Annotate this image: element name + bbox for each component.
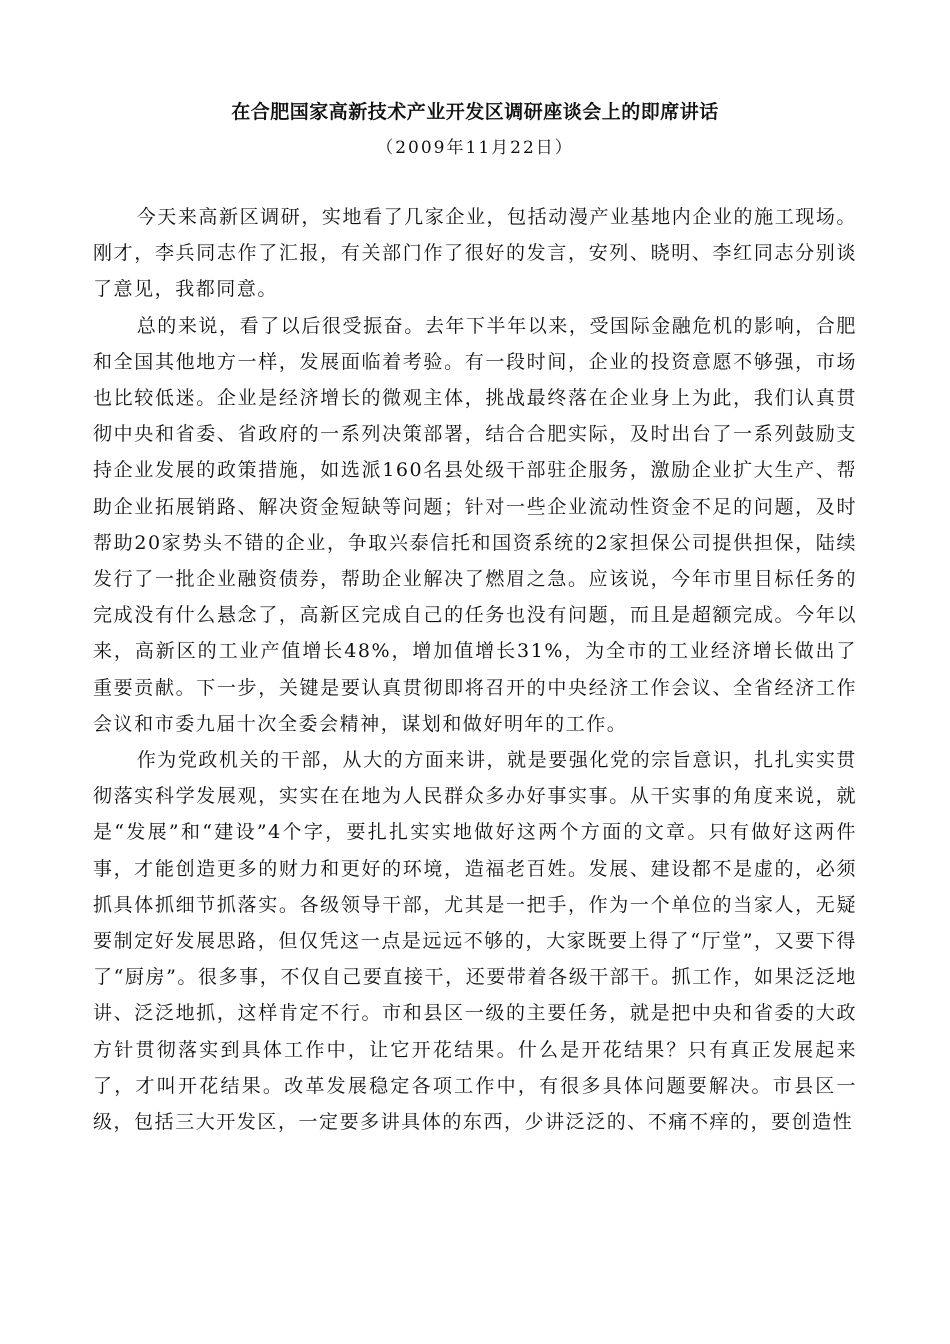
document-title: 在合肥国家高新技术产业开发区调研座谈会上的即席讲话	[231, 101, 719, 123]
document-page	[93, 96, 857, 1140]
paragraph-1: 今天来高新区调研，实地看了几家企业，包括动漫产业基地内企业的施工现场。刚才，李兵同志作了汇报，有关部门作了很好的发言，安列、晓明、李红同志分别谈了意见，我都同意。	[93, 206, 857, 301]
document-date: （2009年11月22日）	[376, 138, 574, 158]
paragraph-3: 作为党政机关的干部，从大的方面来讲，就是要强化党的宗旨意识，扎扎实实贯彻落实科学发展观，实实在在地为人民群众多办好事实事。从干实事的角度来说，就是“发展”和“建设”4个字，要扎扎实实地做好这两个方面的文章。只有做好这两件事，才能创造更多的财力和更好的环境，造福老百姓。发展、建设都不是虚的，必须抓具体抓细节抓落实。各级领导干部，尤其是一把手，作为一个单位的当家人，无疑要制定好发展思路，但仅凭这一点是远远不够的，大家既要上得了“厅堂”，又要下得了“厨房”。很多事，不仅自己要直接干，还要带着各级干部干。抓工作，如果泛泛地讲、泛泛地抓，这样肯定不行。市和县区一级的主要任务，就是把中央和省委的大政方针贯彻落实到具体工作中，让它开花结果。什么是开花结果？只有真正发展起来了，才叫开花结果。改革发展稳定各项工作中，有很多具体问题要解决。市县区一级，包括三大开发区，一定要多讲具体的东西，少讲泛泛的、不痛不痒的，要创造性	[93, 749, 857, 1134]
document-body	[93, 199, 857, 1140]
paragraph-2: 总的来说，看了以后很受振奋。去年下半年以来，受国际金融危机的影响，合肥和全国其他地方一样，发展面临着考验。有一段时间，企业的投资意愿不够强，市场也比较低迷。企业是经济增长的微观主体，挑战最终落在企业身上为此，我们认真贯彻中央和省委、省政府的一系列决策部署，结合合肥实际，及时出台了一系列鼓励支持企业发展的政策措施，如选派160名县处级干部驻企服务，激励企业扩大生产、帮助企业拓展销路、解决资金短缺等问题；针对一些企业流动性资金不足的问题，及时帮助20家势头不错的企业，争取兴泰信托和国资系统的2家担保公司提供担保，陆续发行了一批企业融资债券，帮助企业解决了燃眉之急。应该说，今年市里目标任务的完成没有什么悬念了，高新区完成自己的任务也没有问题，而且是超额完成。今年以来，高新区的工业产值增长48%，增加值增长31%，为全市的工业经济增长做出了重要贡献。下一步，关键是要认真贯彻即将召开的中央经济工作会议、全省经济工作会议和市委九届十次全委会精神，谋划和做好明年的工作。	[93, 314, 857, 735]
